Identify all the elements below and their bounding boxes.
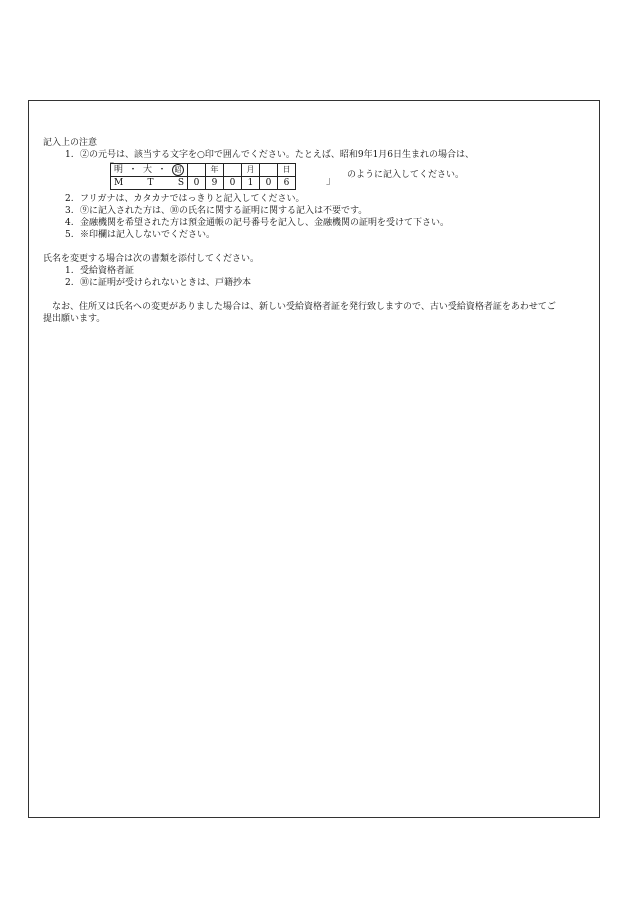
date-example-box bbox=[110, 163, 296, 190]
era-taisho: 大 bbox=[143, 165, 153, 175]
day-tens-top bbox=[260, 164, 278, 177]
month-tens-top bbox=[224, 164, 242, 177]
closing-paragraph: なお、住所又は氏名への変更がありました場合は、新しい受給資格者証を発行致しますので、古い受給資格者証をあわせてご提出願います。 bbox=[43, 302, 556, 324]
note-item-2 bbox=[43, 193, 583, 205]
digit-day-2: 6 bbox=[278, 177, 296, 190]
era-dot-1: ・ bbox=[128, 165, 138, 175]
era-top-cell bbox=[111, 164, 188, 177]
digit-year-2: 9 bbox=[206, 177, 224, 190]
name-change-item-1-text: 受給資格者証 bbox=[80, 266, 135, 276]
note-item-5 bbox=[43, 229, 583, 241]
note-item-4 bbox=[43, 217, 583, 229]
note-item-5-number: 5. bbox=[65, 230, 74, 240]
digit-year-1: 0 bbox=[188, 177, 206, 190]
digit-month-1: 0 bbox=[224, 177, 242, 190]
year-label: 年 bbox=[206, 164, 224, 177]
note-item-1-text: ②の元号は、該当する文字を○印で囲んでください。たとえば、昭和9年1月6日生まれの場合は、 bbox=[80, 150, 475, 160]
note-item-2-text: フリガナは、カタカナではっきりと記入してください。 bbox=[80, 194, 305, 204]
note-item-4-number: 4. bbox=[65, 218, 74, 228]
era-dot-2: ・ bbox=[157, 165, 167, 175]
name-change-item-2-number: 2. bbox=[65, 278, 74, 288]
note-item-1-number: 1. bbox=[65, 150, 74, 160]
note-item-1 bbox=[43, 149, 583, 161]
name-change-item-2 bbox=[43, 277, 583, 289]
note-item-3-number: 3. bbox=[65, 206, 74, 216]
example-open-bracket: 「 bbox=[104, 163, 114, 174]
era-showa-circled: 昭 bbox=[172, 164, 184, 176]
example-suffix: のように記入してください。 bbox=[347, 170, 465, 180]
instructions bbox=[43, 137, 583, 325]
note-item-3 bbox=[43, 205, 583, 217]
date-example bbox=[43, 163, 583, 189]
name-change-item-1 bbox=[43, 265, 583, 277]
name-change-item-1-number: 1. bbox=[65, 266, 74, 276]
month-label: 月 bbox=[242, 164, 260, 177]
example-close-bracket: 」 bbox=[326, 176, 336, 187]
day-label: 日 bbox=[278, 164, 296, 177]
note-item-2-number: 2. bbox=[65, 194, 74, 204]
era-meiji: 明 bbox=[114, 165, 124, 175]
note-item-5-text: ※印欄は記入しないでください。 bbox=[80, 230, 216, 240]
era-s: S bbox=[177, 178, 184, 188]
name-change-item-2-text: ⑩に証明が受けられないときは、戸籍抄本 bbox=[80, 278, 252, 288]
era-t: T bbox=[147, 178, 154, 188]
year-tens-top bbox=[188, 164, 206, 177]
notes-heading: 記入上の注意 bbox=[43, 138, 98, 148]
name-change-heading: 氏名を変更する場合は次の書類を添付してください。 bbox=[43, 254, 260, 264]
digit-day-1: 0 bbox=[260, 177, 278, 190]
note-item-4-text: 金融機関を希望された方は預金通帳の記号番号を記入し、金融機関の証明を受けて下さい。 bbox=[80, 218, 450, 228]
note-item-3-text: ⑨に記入された方は、⑩の氏名に関する証明に関する記入は不要です。 bbox=[80, 206, 368, 216]
digit-month-2: 1 bbox=[242, 177, 260, 190]
era-m: M bbox=[114, 178, 124, 188]
spacer bbox=[43, 241, 583, 253]
era-bottom-cell bbox=[111, 177, 188, 190]
spacer bbox=[43, 289, 583, 301]
